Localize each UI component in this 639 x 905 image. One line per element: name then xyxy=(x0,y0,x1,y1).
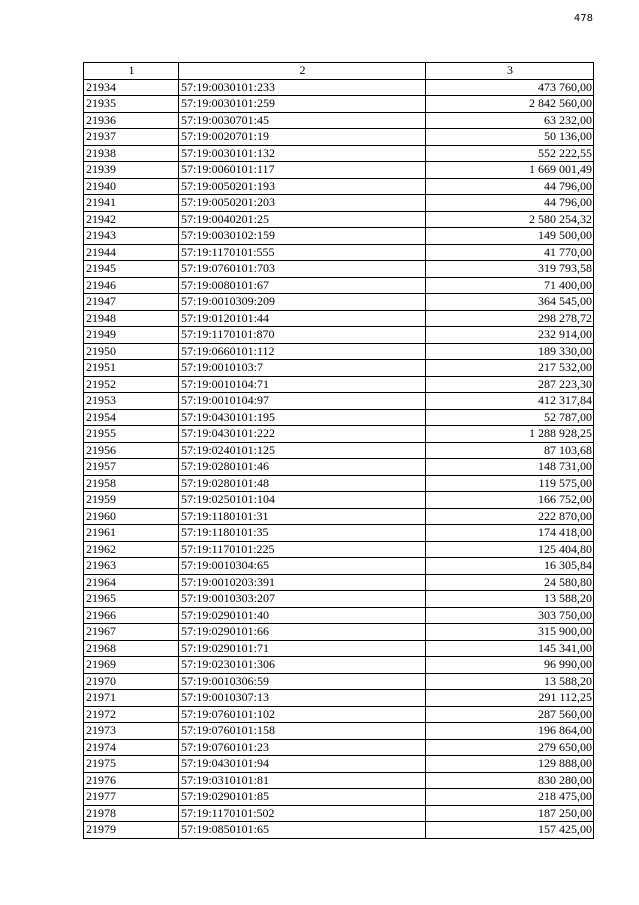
cadastral-number-cell: 57:19:0660101:112 xyxy=(179,343,426,360)
row-number-cell: 21974 xyxy=(84,739,179,756)
table-row xyxy=(84,96,594,113)
value-cell: 96 990,00 xyxy=(426,657,594,674)
table-row xyxy=(84,492,594,509)
value-cell: 50 136,00 xyxy=(426,129,594,146)
cadastral-number-cell: 57:19:0290101:66 xyxy=(179,624,426,641)
cadastral-number-cell: 57:19:0280101:48 xyxy=(179,475,426,492)
table-row xyxy=(84,129,594,146)
cadastral-number-cell: 57:19:0430101:94 xyxy=(179,756,426,773)
table-row xyxy=(84,657,594,674)
row-number-cell: 21959 xyxy=(84,492,179,509)
table-row xyxy=(84,409,594,426)
cadastral-number-cell: 57:19:0230101:306 xyxy=(179,657,426,674)
row-number-cell: 21977 xyxy=(84,789,179,806)
table-row xyxy=(84,640,594,657)
row-number-cell: 21936 xyxy=(84,112,179,129)
row-number-cell: 21952 xyxy=(84,376,179,393)
column-header: 3 xyxy=(426,63,594,80)
table-row xyxy=(84,574,594,591)
cadastral-number-cell: 57:19:0280101:46 xyxy=(179,459,426,476)
table-row xyxy=(84,145,594,162)
table-row xyxy=(84,789,594,806)
value-cell: 473 760,00 xyxy=(426,79,594,96)
table-row xyxy=(84,228,594,245)
table-row xyxy=(84,475,594,492)
row-number-cell: 21947 xyxy=(84,294,179,311)
value-cell: 13 588,20 xyxy=(426,673,594,690)
cadastral-number-cell: 57:19:0310101:81 xyxy=(179,772,426,789)
row-number-cell: 21961 xyxy=(84,525,179,542)
row-number-cell: 21935 xyxy=(84,96,179,113)
cadastral-number-cell: 57:19:0430101:195 xyxy=(179,409,426,426)
value-cell: 24 580,80 xyxy=(426,574,594,591)
value-cell: 2 580 254,32 xyxy=(426,211,594,228)
cadastral-number-cell: 57:19:1180101:35 xyxy=(179,525,426,542)
value-cell: 13 588,20 xyxy=(426,591,594,608)
cadastral-number-cell: 57:19:1170101:870 xyxy=(179,327,426,344)
cadastral-number-cell: 57:19:0010203:391 xyxy=(179,574,426,591)
row-number-cell: 21949 xyxy=(84,327,179,344)
table-row xyxy=(84,739,594,756)
row-number-cell: 21956 xyxy=(84,442,179,459)
table-row xyxy=(84,393,594,410)
row-number-cell: 21941 xyxy=(84,195,179,212)
table-row xyxy=(84,426,594,443)
value-cell: 119 575,00 xyxy=(426,475,594,492)
row-number-cell: 21972 xyxy=(84,706,179,723)
table-row xyxy=(84,822,594,839)
value-cell: 2 842 560,00 xyxy=(426,96,594,113)
value-cell: 157 425,00 xyxy=(426,822,594,839)
row-number-cell: 21950 xyxy=(84,343,179,360)
table-row xyxy=(84,442,594,459)
table-row xyxy=(84,459,594,476)
row-number-cell: 21938 xyxy=(84,145,179,162)
cadastral-number-cell: 57:19:0020701:19 xyxy=(179,129,426,146)
row-number-cell: 21939 xyxy=(84,162,179,179)
value-cell: 298 278,72 xyxy=(426,310,594,327)
value-cell: 44 796,00 xyxy=(426,178,594,195)
table-row xyxy=(84,360,594,377)
page-number: 478 xyxy=(573,13,593,24)
cadastral-number-cell: 57:19:0760101:102 xyxy=(179,706,426,723)
value-cell: 16 305,84 xyxy=(426,558,594,575)
row-number-cell: 21945 xyxy=(84,261,179,278)
value-cell: 217 532,00 xyxy=(426,360,594,377)
table-row xyxy=(84,607,594,624)
value-cell: 52 787,00 xyxy=(426,409,594,426)
cadastral-number-cell: 57:19:0060101:117 xyxy=(179,162,426,179)
table-row xyxy=(84,112,594,129)
table-row xyxy=(84,624,594,641)
cadastral-number-cell: 57:19:1180101:31 xyxy=(179,508,426,525)
value-cell: 291 112,25 xyxy=(426,690,594,707)
value-cell: 129 888,00 xyxy=(426,756,594,773)
value-cell: 222 870,00 xyxy=(426,508,594,525)
table-row xyxy=(84,310,594,327)
value-cell: 279 650,00 xyxy=(426,739,594,756)
cadastral-number-cell: 57:19:0250101:104 xyxy=(179,492,426,509)
value-cell: 174 418,00 xyxy=(426,525,594,542)
table-row xyxy=(84,79,594,96)
cadastral-table xyxy=(83,62,594,839)
row-number-cell: 21973 xyxy=(84,723,179,740)
table-row xyxy=(84,178,594,195)
table-body xyxy=(84,79,594,838)
table-row xyxy=(84,690,594,707)
value-cell: 232 914,00 xyxy=(426,327,594,344)
row-number-cell: 21953 xyxy=(84,393,179,410)
row-number-cell: 21943 xyxy=(84,228,179,245)
cadastral-number-cell: 57:19:0290101:40 xyxy=(179,607,426,624)
cadastral-number-cell: 57:19:0080101:67 xyxy=(179,277,426,294)
table-header-row xyxy=(84,63,594,80)
row-number-cell: 21957 xyxy=(84,459,179,476)
cadastral-number-cell: 57:19:0760101:158 xyxy=(179,723,426,740)
row-number-cell: 21969 xyxy=(84,657,179,674)
cadastral-number-cell: 57:19:0240101:125 xyxy=(179,442,426,459)
row-number-cell: 21964 xyxy=(84,574,179,591)
value-cell: 87 103,68 xyxy=(426,442,594,459)
value-cell: 830 280,00 xyxy=(426,772,594,789)
value-cell: 287 560,00 xyxy=(426,706,594,723)
cadastral-number-cell: 57:19:0050201:193 xyxy=(179,178,426,195)
row-number-cell: 21971 xyxy=(84,690,179,707)
table-row xyxy=(84,525,594,542)
table-row xyxy=(84,673,594,690)
table-row xyxy=(84,772,594,789)
value-cell: 145 341,00 xyxy=(426,640,594,657)
value-cell: 196 864,00 xyxy=(426,723,594,740)
cadastral-number-cell: 57:19:1170101:502 xyxy=(179,805,426,822)
table-row xyxy=(84,343,594,360)
cadastral-number-cell: 57:19:0010104:71 xyxy=(179,376,426,393)
row-number-cell: 21970 xyxy=(84,673,179,690)
table-row xyxy=(84,558,594,575)
value-cell: 218 475,00 xyxy=(426,789,594,806)
cadastral-number-cell: 57:19:0760101:703 xyxy=(179,261,426,278)
table-row xyxy=(84,277,594,294)
table-row xyxy=(84,756,594,773)
row-number-cell: 21968 xyxy=(84,640,179,657)
row-number-cell: 21976 xyxy=(84,772,179,789)
value-cell: 148 731,00 xyxy=(426,459,594,476)
row-number-cell: 21975 xyxy=(84,756,179,773)
value-cell: 287 223,30 xyxy=(426,376,594,393)
row-number-cell: 21962 xyxy=(84,541,179,558)
cadastral-number-cell: 57:19:0030101:233 xyxy=(179,79,426,96)
value-cell: 71 400,00 xyxy=(426,277,594,294)
cadastral-number-cell: 57:19:0850101:65 xyxy=(179,822,426,839)
cadastral-number-cell: 57:19:0290101:85 xyxy=(179,789,426,806)
table-row xyxy=(84,162,594,179)
row-number-cell: 21934 xyxy=(84,79,179,96)
table-row xyxy=(84,327,594,344)
cadastral-number-cell: 57:19:0010309:209 xyxy=(179,294,426,311)
cadastral-number-cell: 57:19:0050201:203 xyxy=(179,195,426,212)
table-row xyxy=(84,508,594,525)
row-number-cell: 21946 xyxy=(84,277,179,294)
row-number-cell: 21948 xyxy=(84,310,179,327)
cadastral-number-cell: 57:19:0010104:97 xyxy=(179,393,426,410)
value-cell: 412 317,84 xyxy=(426,393,594,410)
value-cell: 552 222,55 xyxy=(426,145,594,162)
row-number-cell: 21944 xyxy=(84,244,179,261)
value-cell: 187 250,00 xyxy=(426,805,594,822)
cadastral-number-cell: 57:19:1170101:555 xyxy=(179,244,426,261)
cadastral-number-cell: 57:19:0010307:13 xyxy=(179,690,426,707)
row-number-cell: 21940 xyxy=(84,178,179,195)
row-number-cell: 21979 xyxy=(84,822,179,839)
table-row xyxy=(84,706,594,723)
table-row xyxy=(84,805,594,822)
table-row xyxy=(84,723,594,740)
cadastral-number-cell: 57:19:0040201:25 xyxy=(179,211,426,228)
cadastral-number-cell: 57:19:0120101:44 xyxy=(179,310,426,327)
cadastral-number-cell: 57:19:0030102:159 xyxy=(179,228,426,245)
table-row xyxy=(84,211,594,228)
value-cell: 1 288 928,25 xyxy=(426,426,594,443)
row-number-cell: 21951 xyxy=(84,360,179,377)
row-number-cell: 21966 xyxy=(84,607,179,624)
row-number-cell: 21955 xyxy=(84,426,179,443)
table-row xyxy=(84,195,594,212)
value-cell: 319 793,58 xyxy=(426,261,594,278)
table-row xyxy=(84,244,594,261)
value-cell: 41 770,00 xyxy=(426,244,594,261)
row-number-cell: 21954 xyxy=(84,409,179,426)
value-cell: 63 232,00 xyxy=(426,112,594,129)
table-row xyxy=(84,541,594,558)
cadastral-number-cell: 57:19:0030101:132 xyxy=(179,145,426,162)
cadastral-number-cell: 57:19:0290101:71 xyxy=(179,640,426,657)
row-number-cell: 21937 xyxy=(84,129,179,146)
column-header: 2 xyxy=(179,63,426,80)
cadastral-number-cell: 57:19:0430101:222 xyxy=(179,426,426,443)
row-number-cell: 21967 xyxy=(84,624,179,641)
value-cell: 149 500,00 xyxy=(426,228,594,245)
value-cell: 315 900,00 xyxy=(426,624,594,641)
row-number-cell: 21960 xyxy=(84,508,179,525)
cadastral-number-cell: 57:19:0030101:259 xyxy=(179,96,426,113)
value-cell: 303 750,00 xyxy=(426,607,594,624)
row-number-cell: 21963 xyxy=(84,558,179,575)
row-number-cell: 21978 xyxy=(84,805,179,822)
table-row xyxy=(84,376,594,393)
table-row xyxy=(84,591,594,608)
cadastral-number-cell: 57:19:0010303:207 xyxy=(179,591,426,608)
cadastral-number-cell: 57:19:0010306:59 xyxy=(179,673,426,690)
cadastral-number-cell: 57:19:0010103:7 xyxy=(179,360,426,377)
cadastral-number-cell: 57:19:0030701:45 xyxy=(179,112,426,129)
row-number-cell: 21942 xyxy=(84,211,179,228)
row-number-cell: 21965 xyxy=(84,591,179,608)
value-cell: 125 404,80 xyxy=(426,541,594,558)
row-number-cell: 21958 xyxy=(84,475,179,492)
value-cell: 166 752,00 xyxy=(426,492,594,509)
column-header: 1 xyxy=(84,63,179,80)
value-cell: 1 669 001,49 xyxy=(426,162,594,179)
cadastral-number-cell: 57:19:0010304:65 xyxy=(179,558,426,575)
cadastral-number-cell: 57:19:1170101:225 xyxy=(179,541,426,558)
table-row xyxy=(84,261,594,278)
value-cell: 44 796,00 xyxy=(426,195,594,212)
table-row xyxy=(84,294,594,311)
cadastral-number-cell: 57:19:0760101:23 xyxy=(179,739,426,756)
value-cell: 364 545,00 xyxy=(426,294,594,311)
value-cell: 189 330,00 xyxy=(426,343,594,360)
